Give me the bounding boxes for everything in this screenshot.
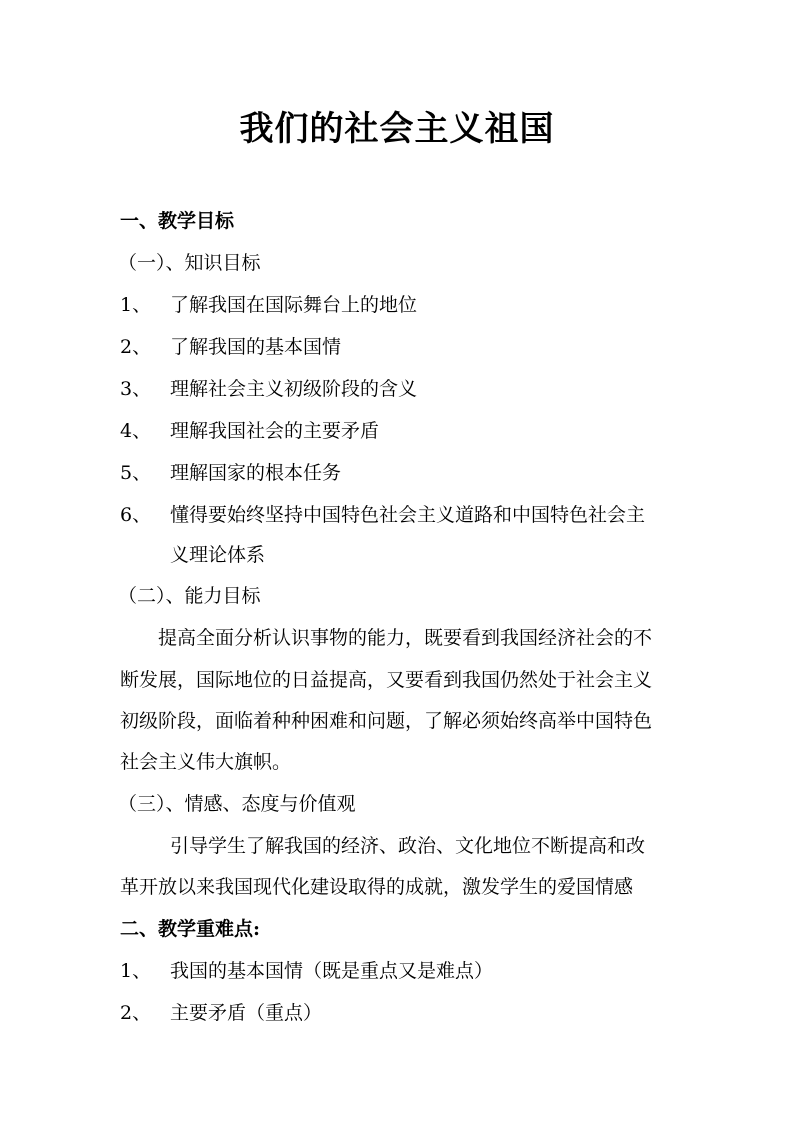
list-item	[120, 459, 341, 487]
list-item-number: 1、	[120, 960, 152, 982]
paragraph-line: 断发展，国际地位的日益提高，又要看到我国仍然处于社会主义	[120, 669, 653, 691]
list-item-continuation: 义理论体系	[170, 544, 266, 566]
list-item-number: 2、	[120, 1002, 152, 1024]
list-item	[120, 957, 493, 985]
paragraph-line: 初级阶段，面临着种种困难和问题，了解必须始终高举中国特色	[120, 710, 653, 732]
list-item	[120, 417, 379, 445]
list-item-text: 了解我国在国际舞台上的地位	[170, 294, 418, 316]
list-item-text: 理解我国社会的主要矛盾	[170, 420, 380, 442]
section-heading-teaching-objectives: 一、教学目标	[120, 210, 235, 232]
paragraph-line: 引导学生了解我国的经济、政治、文化地位不断提高和改	[170, 835, 646, 857]
paragraph-line: 革开放以来我国现代化建设取得的成就，激发学生的爱国情感	[120, 876, 634, 898]
list-item	[120, 333, 341, 361]
section-heading-key-difficult-points: 二、教学重难点:	[120, 918, 261, 940]
document-title: 我们的社会主义祖国	[239, 109, 555, 149]
list-item-text: 理解社会主义初级阶段的含义	[170, 378, 418, 400]
list-item-text: 了解我国的基本国情	[170, 336, 342, 358]
subheading-ability-objectives: （二）、能力目标	[118, 585, 261, 607]
list-item-number: 3、	[120, 378, 152, 400]
list-item-text: 我国的基本国情（既是重点又是难点）	[170, 960, 494, 982]
list-item-text: 理解国家的根本任务	[170, 462, 342, 484]
list-item	[120, 501, 645, 529]
list-item	[120, 375, 417, 403]
list-item-number: 1、	[120, 294, 152, 316]
list-item	[120, 291, 417, 319]
list-item-number: 6、	[120, 504, 152, 526]
paragraph-line: 社会主义伟大旗帜。	[120, 751, 292, 773]
list-item-number: 4、	[120, 420, 152, 442]
paragraph-line: 提高全面分析认识事物的能力，既要看到我国经济社会的不	[158, 627, 653, 649]
subheading-emotion-values: （三）、情感、态度与价值观	[118, 793, 356, 815]
subheading-knowledge-objectives: （一）、知识目标	[118, 252, 261, 274]
list-item-text: 懂得要始终坚持中国特色社会主义道路和中国特色社会主	[170, 504, 646, 526]
list-item-text: 主要矛盾（重点）	[170, 1002, 323, 1024]
list-item-number: 2、	[120, 336, 152, 358]
list-item	[120, 999, 322, 1027]
list-item-number: 5、	[120, 462, 152, 484]
